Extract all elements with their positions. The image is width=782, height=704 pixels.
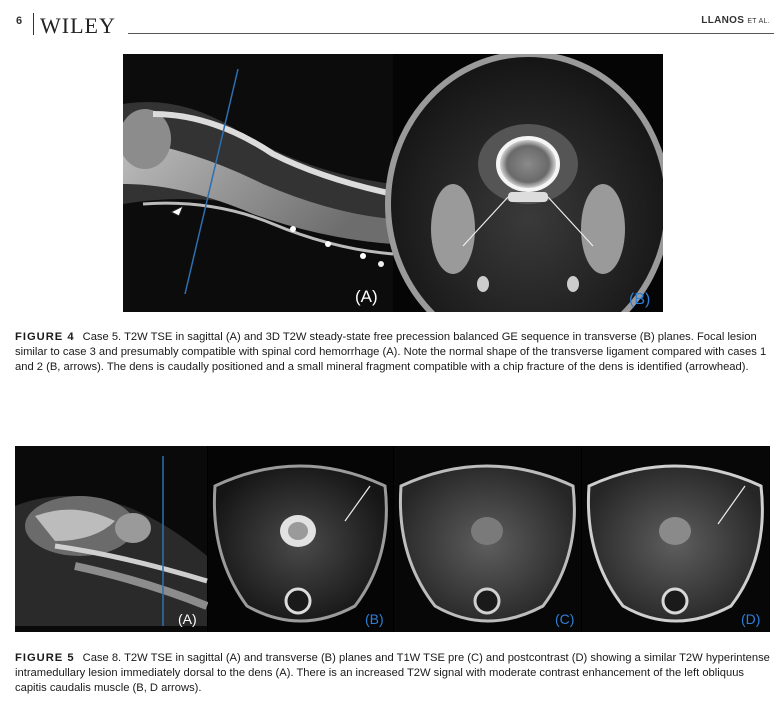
header-divider bbox=[33, 13, 34, 35]
figure-5-image bbox=[15, 446, 770, 632]
figure-5-caption-text: Case 8. T2W TSE in sagittal (A) and transverse (B) planes and T1W TSE pre (C) and postcontrast (D) showing a similar T2W hyperintense intramedullary lesion immediately dorsal to the dens (A). There is an increased T2W signal with moderate contrast enhancement of the left obliquus capitis caudalis muscle (B, D arrows). bbox=[15, 652, 770, 694]
figure-5-caption bbox=[15, 651, 775, 696]
figure-5-panel-d-label: (D) bbox=[741, 611, 761, 627]
running-head-author: LLANOS bbox=[701, 15, 745, 26]
figure-4-caption-text: Case 5. T2W TSE in sagittal (A) and 3D T2W steady-state free precession balanced GE sequence in transverse (B) planes. Focal lesion similar to case 3 and presumably compatible with spinal cord hemorrhage (A). Note the normal shape of the transverse ligament compared with cases 1 and 2 (B, arrows). The dens is caudally positioned and a small mineral fragment compatible with a chip fracture of the dens is identified (arrowhead). bbox=[15, 331, 767, 373]
figure-5-panel-d bbox=[582, 446, 770, 632]
figure-4-caption bbox=[15, 330, 770, 375]
figure-4-image bbox=[123, 54, 663, 312]
page-header bbox=[0, 0, 782, 44]
figure-5-panel-c bbox=[394, 446, 581, 632]
figure-5-panel-a-label: (A) bbox=[178, 611, 197, 627]
figure-5-caption-label: FIGURE 5 bbox=[15, 652, 75, 664]
figure-5-panel-b bbox=[208, 446, 393, 632]
figure-5-panel-a bbox=[15, 446, 207, 632]
figure-5-panel-b-label: (B) bbox=[365, 611, 384, 627]
page-number: 6 bbox=[16, 15, 23, 27]
running-head bbox=[701, 15, 770, 26]
header-rule bbox=[128, 33, 774, 34]
figure-5-panel-c-label: (C) bbox=[555, 611, 575, 627]
figure-4-panel-a-label: (A) bbox=[355, 287, 378, 306]
running-head-etal: ET AL. bbox=[747, 18, 770, 25]
figure-4-panel-b bbox=[388, 54, 663, 312]
figure-4-panel-b-label: (B) bbox=[629, 291, 651, 308]
figure-4-caption-label: FIGURE 4 bbox=[15, 331, 75, 343]
figure-4-panel-a bbox=[123, 54, 393, 312]
publisher-logo: WILEY bbox=[40, 13, 116, 38]
